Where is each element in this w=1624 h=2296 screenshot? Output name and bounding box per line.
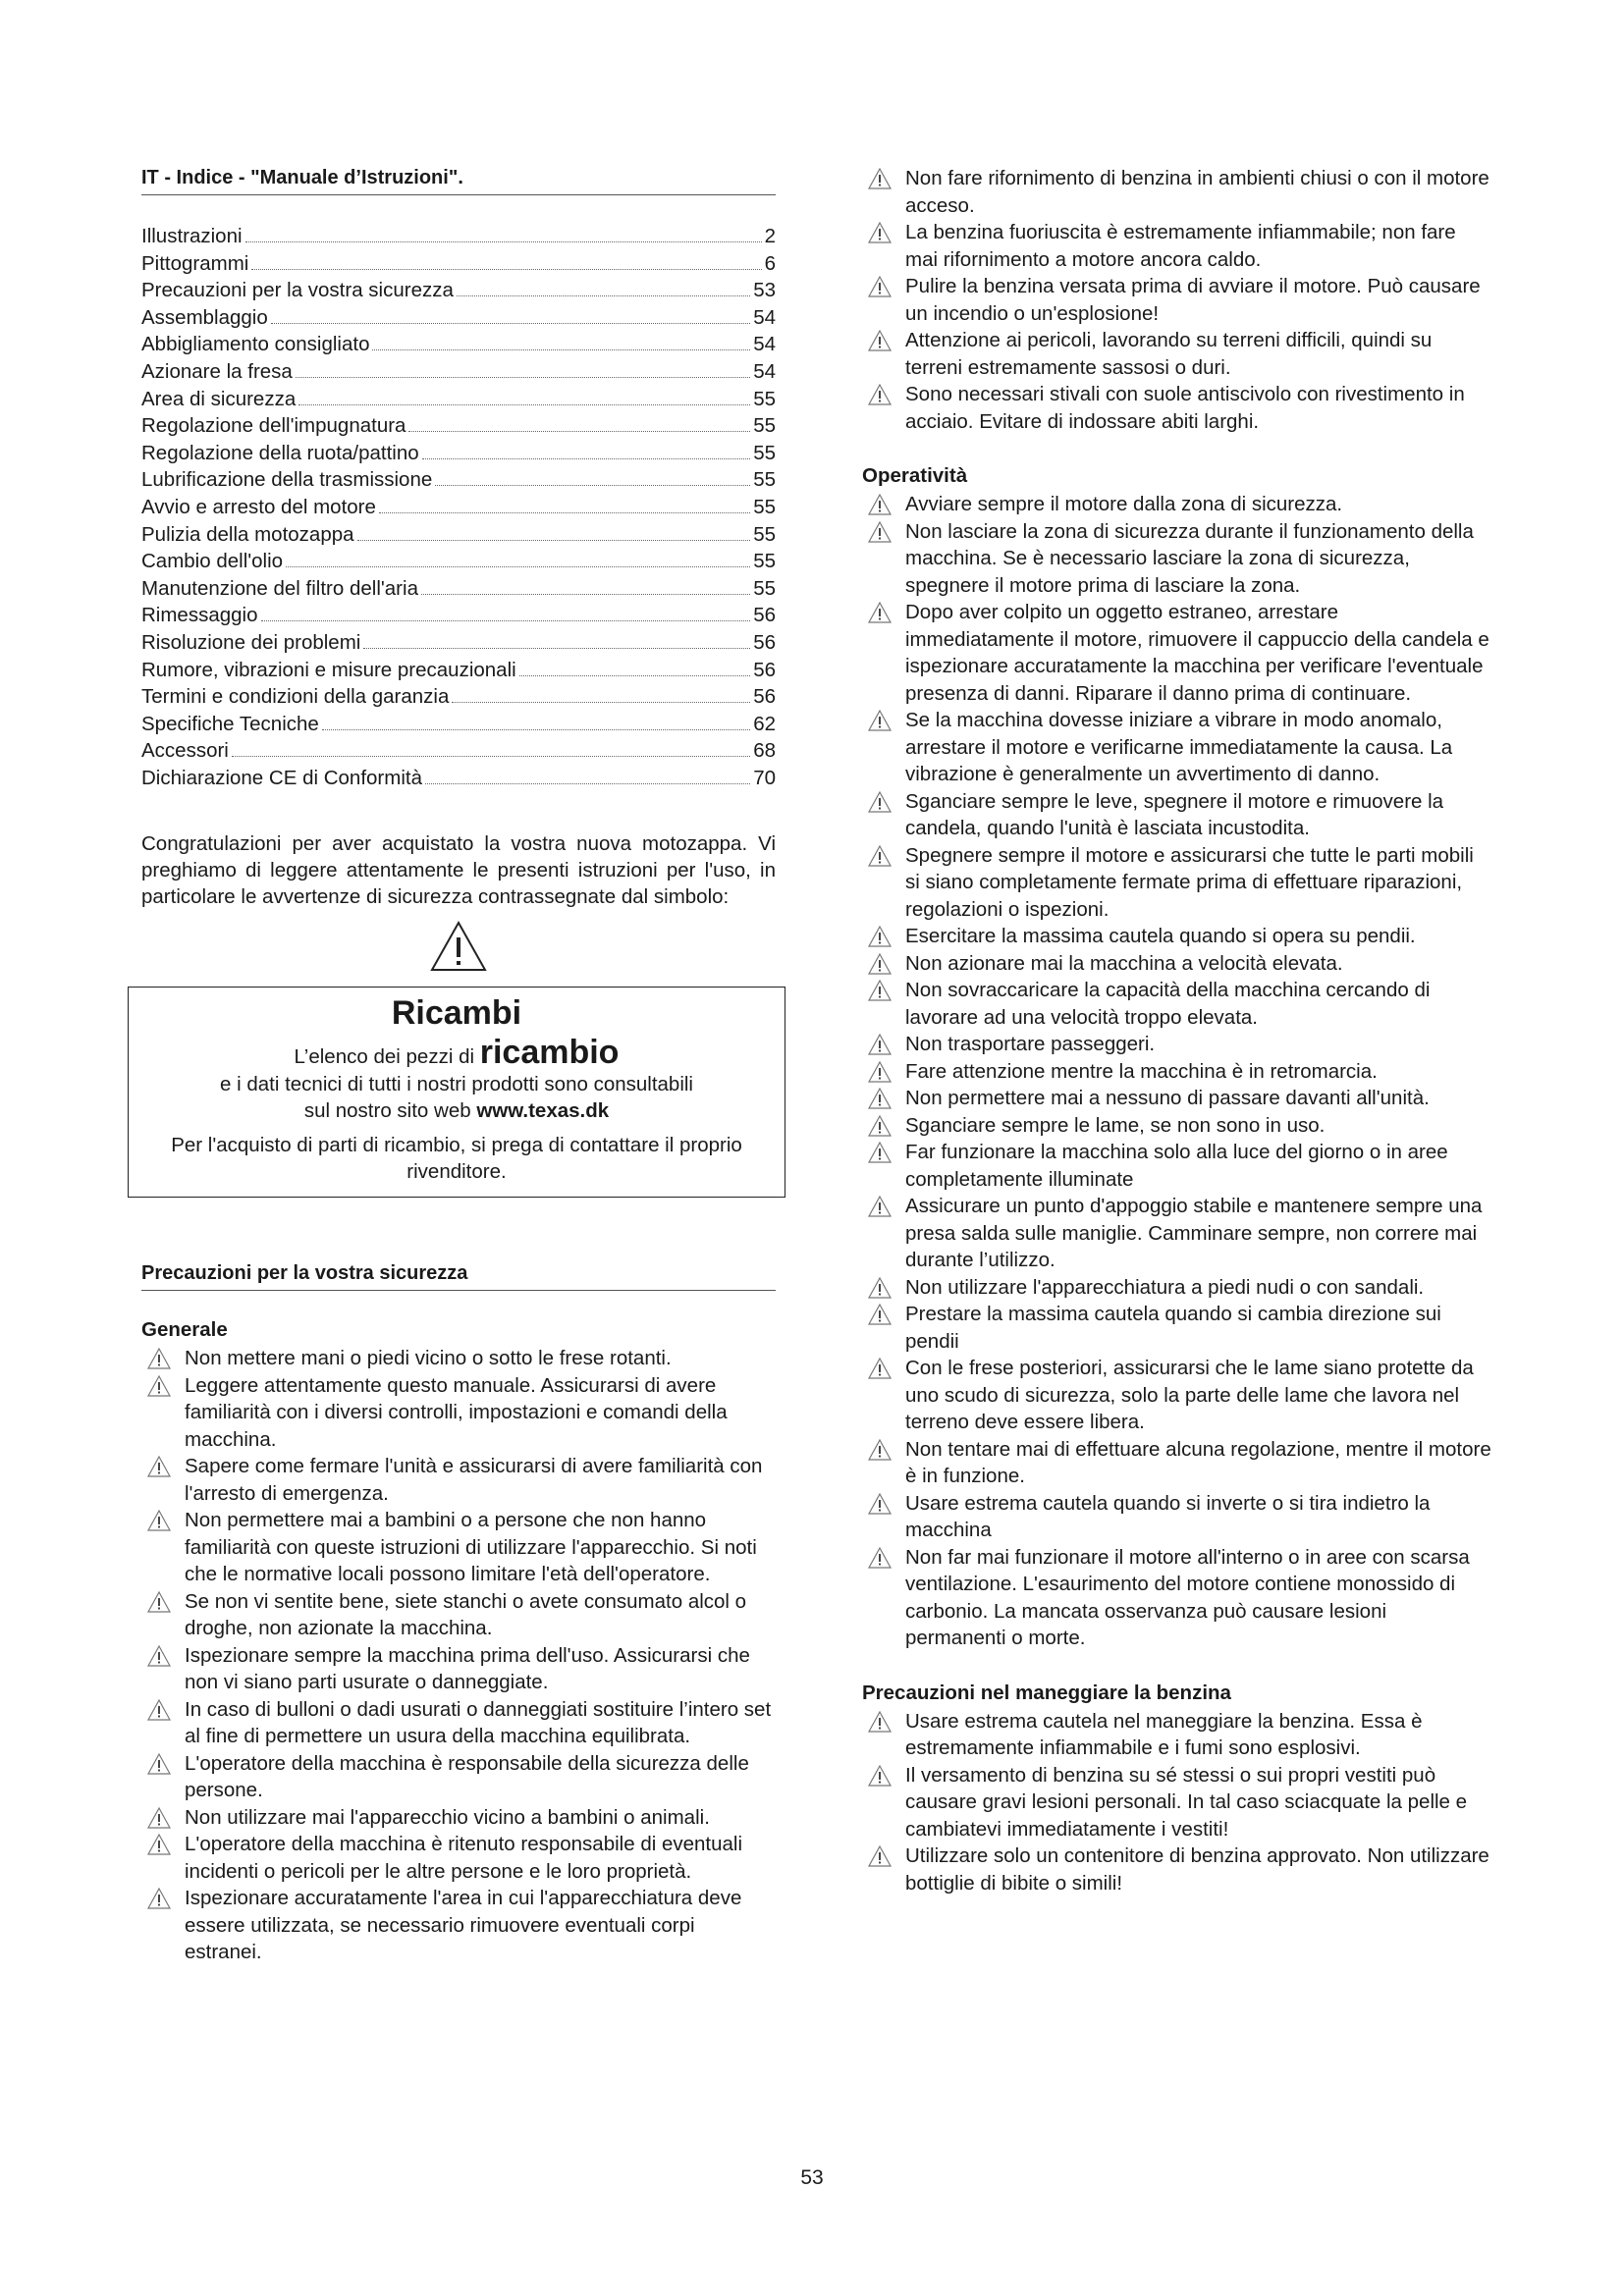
safety-item-text: Non permettere mai a bambini o a persone che non hanno familiarità con queste istruzioni di utilizzare l'apparecchio. Si noti che le normative locali possono limitare l'età dell'operatore.: [185, 1509, 757, 1586]
warning-icon: [868, 330, 892, 351]
toc-entry[interactable]: [141, 440, 776, 467]
warning-icon: [868, 1196, 892, 1217]
toc-entry-page: 53: [753, 279, 776, 302]
spare-parts-line1: [138, 1034, 775, 1072]
toc-entry-title: Azionare la fresa: [141, 359, 293, 383]
warning-icon: [147, 1645, 171, 1667]
toc-leader-dots: [245, 241, 762, 242]
safety-item-text: Usare estrema cautela quando si inverte o si tira indietro la macchina: [905, 1491, 1431, 1541]
safety-item: [862, 1762, 1492, 1843]
toc-leader-dots: [379, 512, 750, 513]
safety-item-text: L'operatore della macchina è responsabile della sicurezza delle persone.: [185, 1751, 749, 1802]
fuel-list: [862, 1708, 1492, 1897]
index-title: IT - Indice - "Manuale d’Istruzioni".: [141, 165, 776, 195]
safety-item: [862, 950, 1492, 978]
toc-entry[interactable]: [141, 602, 776, 629]
toc-entry-page: 55: [753, 387, 776, 410]
warning-icon: [147, 1348, 171, 1369]
warning-icon: [868, 276, 892, 297]
safety-item: [862, 1139, 1492, 1193]
right-column: [862, 165, 1492, 1896]
warning-icon: [868, 980, 892, 1001]
toc-entry[interactable]: [141, 358, 776, 386]
toc-entry-page: 55: [753, 550, 776, 573]
safety-item-text: Non trasportare passeggeri.: [905, 1033, 1156, 1055]
toc-entry-title: Assemblaggio: [141, 305, 268, 329]
safety-item: [141, 1831, 776, 1885]
toc-entry-title: Pittogrammi: [141, 251, 249, 275]
toc-entry-page: 55: [753, 576, 776, 600]
toc-entry-page: 55: [753, 441, 776, 464]
website-link[interactable]: www.texas.dk: [476, 1099, 610, 1123]
spare-parts-line1-text: L’elenco dei pezzi di: [294, 1045, 475, 1069]
safety-item: [862, 842, 1492, 924]
safety-item: [862, 1708, 1492, 1762]
toc-entry-page: 55: [753, 414, 776, 438]
safety-item-text: Esercitare la massima cautela quando si opera su pendii.: [905, 925, 1416, 947]
toc-entry-title: Regolazione della ruota/pattino: [141, 441, 419, 464]
toc-entry-title: Termini e condizioni della garanzia: [141, 685, 450, 709]
toc-leader-dots: [457, 295, 750, 296]
warning-icon: [868, 1277, 892, 1299]
safety-item-text: Non far mai funzionare il motore all'interno o in aree con scarsa ventilazione. L'esaurimento del motore contiene monossido di carbonio. La mancata osservanza può causare lesioni permanenti o morte.: [905, 1545, 1470, 1649]
safety-item: [141, 1507, 776, 1588]
operation-list: [862, 491, 1492, 1652]
toc-entry-page: 56: [753, 630, 776, 654]
warning-icon: [868, 1142, 892, 1163]
toc-entry-title: Abbigliamento consigliato: [141, 333, 370, 356]
safety-item: [862, 1031, 1492, 1058]
safety-item-text: L'operatore della macchina è ritenuto responsabile di eventuali incidenti o pericoli per le altre persone e le loro proprietà.: [185, 1833, 743, 1883]
toc-entry-page: 54: [753, 305, 776, 329]
toc-entry-title: Precauzioni per la vostra sicurezza: [141, 279, 454, 302]
safety-item: [862, 518, 1492, 600]
warning-icon: [868, 845, 892, 867]
toc-entry-title: Rumore, vibrazioni e misure precauzionali: [141, 658, 516, 681]
safety-item-text: Non sovraccaricare la capacità della macchina cercando di lavorare ad una velocità troppo elevata.: [905, 979, 1431, 1029]
safety-item-text: Usare estrema cautela nel maneggiare la benzina. Essa è estremamente infiammabile e i fumi sono esplosivi.: [905, 1709, 1423, 1759]
toc-leader-dots: [363, 648, 750, 649]
safety-item-text: Prestare la massima cautela quando si cambia direzione sui pendii: [905, 1303, 1441, 1353]
warning-icon: [147, 1375, 171, 1397]
safety-item: [862, 327, 1492, 381]
toc-entry[interactable]: [141, 304, 776, 332]
safety-item: [862, 788, 1492, 842]
toc-leader-dots: [357, 540, 751, 541]
toc-entry[interactable]: [141, 765, 776, 792]
toc-entry[interactable]: [141, 466, 776, 494]
safety-item-text: Non lasciare la zona di sicurezza durante il funzionamento della macchina. Se è necessario lasciare la zona di sicurezza, spegnere il motore prima di lasciare la zona.: [905, 519, 1474, 597]
safety-item-text: Sganciare sempre le leve, spegnere il motore e rimuovere la candela, quando l'unità è lasciata incustodita.: [905, 789, 1444, 839]
warning-icon: [868, 1304, 892, 1325]
toc-leader-dots: [435, 485, 750, 486]
safety-item: [141, 1696, 776, 1750]
safety-item-text: Sono necessari stivali con suole antiscivolo con rivestimento in acciaio. Evitare di indossare abiti larghi.: [905, 383, 1465, 433]
safety-item-text: Fare attenzione mentre la macchina è in retromarcia.: [905, 1059, 1378, 1083]
warning-icon: [868, 710, 892, 731]
toc-entry[interactable]: [141, 494, 776, 521]
spare-parts-purchase-text: Per l'acquisto di parti di ricambio, si prega di contattare il proprio rivenditore.: [171, 1134, 742, 1184]
warning-icon: [147, 1699, 171, 1721]
toc-entry-page: 6: [764, 251, 776, 275]
warning-icon: [868, 1358, 892, 1379]
toc-entry[interactable]: [141, 629, 776, 657]
spare-parts-box: [128, 987, 785, 1198]
warning-icon: [868, 494, 892, 515]
toc-leader-dots: [271, 323, 750, 324]
toc-entry-page: 56: [753, 604, 776, 627]
safety-item: [862, 1842, 1492, 1896]
warning-icon: [147, 1591, 171, 1613]
safety-item-text: Se la macchina dovesse iniziare a vibrare in modo anomalo, arrestare il motore e verificarne immediatamente la causa. La vibrazione è generalmente un avvertimento di danno.: [905, 709, 1453, 785]
warning-icon: [868, 602, 892, 623]
safety-item-text: In caso di bulloni o dadi usurati o danneggiati sostituire l’intero set al fine di permettere un usura della macchina equilibrata.: [185, 1697, 772, 1748]
warning-icon: [868, 953, 892, 975]
warning-icon: [147, 1888, 171, 1909]
toc-entry-page: 56: [753, 685, 776, 709]
toc-leader-dots: [519, 675, 750, 676]
safety-item-text: Non tentare mai di effettuare alcuna regolazione, mentre il motore è in funzione.: [905, 1437, 1491, 1487]
safety-item: [141, 1750, 776, 1804]
warning-icon: [868, 521, 892, 543]
toc-entry-title: Pulizia della motozappa: [141, 522, 354, 546]
toc-leader-dots: [286, 566, 750, 567]
fuel-heading: Precauzioni nel maneggiare la benzina: [862, 1681, 1231, 1704]
toc-entry-page: 55: [753, 468, 776, 492]
safety-item-text: Non azionare mai la macchina a velocità elevata.: [905, 951, 1343, 975]
safety-item-text: Leggere attentamente questo manuale. Assicurarsi di avere familiarità con i diversi controlli, impostazioni e comandi della macchina.: [185, 1373, 728, 1451]
toc-entry[interactable]: [141, 331, 776, 358]
toc-entry-title: Rimessaggio: [141, 604, 258, 627]
toc-entry[interactable]: [141, 223, 776, 250]
safety-item-text: Non utilizzare mai l'apparecchio vicino a bambini o animali.: [185, 1805, 710, 1829]
intro-paragraph: Congratulazioni per aver acquistato la vostra nuova motozappa. Vi preghiamo di leggere attentamente le presenti istruzioni per l'uso, in particolare le avvertenze di sicurezza contrassegnate dal simbolo:: [141, 832, 776, 909]
safety-item-text: Se non vi sentite bene, siete stanchi o avete consumato alcol o droghe, non azionate la macchina.: [185, 1589, 747, 1640]
safety-item: [862, 599, 1492, 707]
safety-item: [862, 1301, 1492, 1355]
safety-item: [862, 1058, 1492, 1086]
toc-entry-page: 2: [764, 225, 776, 247]
safety-item-text: Sganciare sempre le lame, se non sono in uso.: [905, 1113, 1326, 1137]
spare-parts-line3: [138, 1097, 775, 1124]
safety-item: [141, 1804, 776, 1832]
safety-title: Precauzioni per la vostra sicurezza: [141, 1260, 776, 1291]
safety-item-text: Non utilizzare l'apparecchiatura a piedi nudi o con sandali.: [905, 1275, 1425, 1299]
safety-item: [862, 1490, 1492, 1544]
safety-item: [862, 219, 1492, 273]
toc-entry-title: Dichiarazione CE di Conformità: [141, 766, 422, 789]
safety-item: [862, 1274, 1492, 1302]
safety-item-text: Non fare rifornimento di benzina in ambienti chiusi o con il motore acceso.: [905, 167, 1489, 217]
toc-entry[interactable]: [141, 711, 776, 738]
safety-item-text: Non mettere mani o piedi vicino o sotto le frese rotanti.: [185, 1347, 672, 1370]
toc-entry-title: Risoluzione dei problemi: [141, 630, 361, 654]
toc-entry-title: Specifiche Tecniche: [141, 712, 319, 735]
toc-entry-title: Area di sicurezza: [141, 387, 297, 410]
toc-entry-page: 56: [753, 658, 776, 681]
warning-icon: [147, 1834, 171, 1855]
safety-item-text: Avviare sempre il motore dalla zona di sicurezza.: [905, 493, 1343, 515]
safety-item-text: Sapere come fermare l'unità e assicurarsi di avere familiarità con l'arresto di emergenza.: [185, 1455, 763, 1505]
safety-item: [862, 1544, 1492, 1652]
warning-icon: [868, 1845, 892, 1867]
safety-item: [862, 273, 1492, 327]
toc-leader-dots: [372, 349, 750, 350]
warning-icon: [868, 222, 892, 243]
safety-item-text: Pulire la benzina versata prima di avviare il motore. Può causare un incendio o un'esplosione!: [905, 275, 1481, 325]
general-list: [141, 1345, 776, 1966]
warning-icon: [868, 791, 892, 813]
safety-item: [862, 977, 1492, 1031]
warning-icon: [868, 1088, 892, 1109]
safety-item-text: Non permettere mai a nessuno di passare davanti all'unità.: [905, 1087, 1430, 1109]
toc-leader-dots: [298, 404, 750, 405]
toc-leader-dots: [232, 756, 750, 757]
safety-item: [141, 1588, 776, 1642]
toc-entry-page: 55: [753, 522, 776, 546]
general-heading: Generale: [141, 1318, 228, 1342]
safety-item-text: Ispezionare sempre la macchina prima dell'uso. Assicurarsi che non vi siano parti usurate o danneggiate.: [185, 1643, 750, 1694]
toc-entry[interactable]: [141, 657, 776, 684]
safety-item-text: Spegnere sempre il motore e assicurarsi che tutte le parti mobili si siano completamente fermate prima di effettuare riparazioni, regolazioni o ispezioni.: [905, 843, 1474, 921]
toc-entry[interactable]: [141, 277, 776, 304]
safety-item-text: Ispezionare accuratamente l'area in cui l'apparecchiatura deve essere utilizzata, se necessario rimuovere eventuali corpi estranei.: [185, 1887, 742, 1964]
toc-leader-dots: [425, 783, 750, 784]
toc-leader-dots: [296, 377, 750, 378]
safety-item: [862, 1085, 1492, 1112]
toc-entry[interactable]: [141, 575, 776, 603]
safety-section: [141, 1260, 776, 1966]
safety-item-text: Dopo aver colpito un oggetto estraneo, arrestare immediatamente il motore, rimuovere il cappuccio della candela e ispezionare accuratamente la macchina per verificare l'eventuale presenza di danni. Riparare il danno prima di continuare.: [905, 601, 1489, 705]
table-of-contents: [141, 223, 776, 791]
toc-entry[interactable]: [141, 737, 776, 765]
toc-entry-title: Lubrificazione della trasmissione: [141, 468, 433, 492]
safety-item: [141, 1372, 776, 1454]
general-list-continued: [862, 165, 1492, 435]
warning-triangle-icon: [429, 920, 488, 973]
left-column: [141, 165, 776, 1966]
toc-entry-page: 68: [753, 739, 776, 763]
safety-item: [862, 1436, 1492, 1490]
toc-entry-page: 70: [753, 766, 776, 789]
toc-leader-dots: [322, 729, 750, 730]
safety-item: [862, 491, 1492, 518]
warning-icon: [147, 1753, 171, 1775]
spare-parts-line3-text: sul nostro sito web: [303, 1099, 471, 1123]
safety-item: [862, 1112, 1492, 1140]
toc-entry[interactable]: [141, 548, 776, 575]
toc-entry-title: Manutenzione del filtro dell'aria: [141, 576, 418, 600]
warning-icon: [147, 1456, 171, 1477]
safety-item: [862, 381, 1492, 435]
toc-entry-title: Avvio e arresto del motore: [141, 495, 376, 518]
toc-leader-dots: [452, 702, 750, 703]
spare-parts-line2: e i dati tecnici di tutti i nostri prodotti sono consultabili: [219, 1073, 693, 1096]
warning-icon: [868, 1061, 892, 1083]
safety-item: [862, 923, 1492, 950]
toc-entry[interactable]: [141, 250, 776, 278]
warning-icon: [868, 1439, 892, 1461]
warning-icon: [147, 1807, 171, 1829]
warning-icon: [868, 1493, 892, 1515]
toc-leader-dots: [261, 620, 751, 621]
safety-item-text: La benzina fuoriuscita è estremamente infiammabile; non fare mai rifornimento a motore ancora caldo.: [905, 221, 1456, 271]
toc-entry-page: 54: [753, 359, 776, 383]
toc-entry-title: Cambio dell'olio: [141, 550, 284, 573]
toc-entry[interactable]: [141, 683, 776, 711]
warning-icon: [868, 384, 892, 405]
toc-entry-title: Regolazione dell'impugnatura: [141, 414, 406, 438]
safety-item-text: Con le frese posteriori, assicurarsi che le lame siano protette da uno scudo di sicurezza, solo la parte delle lame che lavora nel terreno deve essere libera.: [905, 1357, 1474, 1433]
safety-item: [141, 1885, 776, 1966]
toc-entry[interactable]: [141, 412, 776, 440]
warning-icon: [147, 1510, 171, 1531]
safety-item: [141, 1453, 776, 1507]
warning-icon: [868, 1711, 892, 1733]
safety-item: [862, 1193, 1492, 1274]
toc-entry[interactable]: [141, 521, 776, 549]
toc-entry-page: 55: [753, 495, 776, 518]
safety-item: [141, 1642, 776, 1696]
page-number: 53: [800, 2166, 824, 2189]
toc-leader-dots: [421, 594, 750, 595]
safety-item-text: Assicurare un punto d'appoggio stabile e mantenere sempre una presa salda sulle maniglie. Camminare sempre, non correre mai durante l’utilizzo.: [905, 1195, 1483, 1271]
toc-entry[interactable]: [141, 386, 776, 413]
safety-item: [862, 707, 1492, 788]
toc-entry-title: Accessori: [141, 739, 229, 763]
safety-item-text: Utilizzare solo un contenitore di benzina approvato. Non utilizzare bottiglie di bibite o simili!: [905, 1844, 1489, 1895]
toc-leader-dots: [408, 431, 750, 432]
spare-parts-keyword: ricambio: [479, 1034, 620, 1072]
safety-item-text: Attenzione ai pericoli, lavorando su terreni difficili, quindi su terreni estremamente sassosi o duri.: [905, 329, 1433, 379]
warning-icon: [868, 1115, 892, 1137]
toc-entry-page: 54: [753, 333, 776, 356]
safety-item: [862, 165, 1492, 219]
toc-leader-dots: [422, 458, 751, 459]
safety-item: [862, 1355, 1492, 1436]
warning-icon: [868, 926, 892, 947]
toc-leader-dots: [251, 269, 761, 270]
warning-icon: [868, 1765, 892, 1787]
toc-entry-page: 62: [753, 712, 776, 735]
toc-entry-title: Illustrazioni: [141, 225, 243, 247]
warning-icon: [868, 1547, 892, 1569]
spare-parts-title: Ricambi: [391, 994, 522, 1033]
safety-item-text: Il versamento di benzina su sé stessi o sui propri vestiti può causare gravi lesioni personali. In tal caso sciacquate la pelle e cambiatevi immediatamente i vestiti!: [905, 1763, 1468, 1841]
warning-icon: [868, 1034, 892, 1055]
safety-item-text: Far funzionare la macchina solo alla luce del giorno o in aree completamente illuminate: [905, 1141, 1448, 1191]
safety-item: [141, 1345, 776, 1372]
operation-heading: Operatività: [862, 464, 968, 487]
warning-icon: [868, 168, 892, 189]
